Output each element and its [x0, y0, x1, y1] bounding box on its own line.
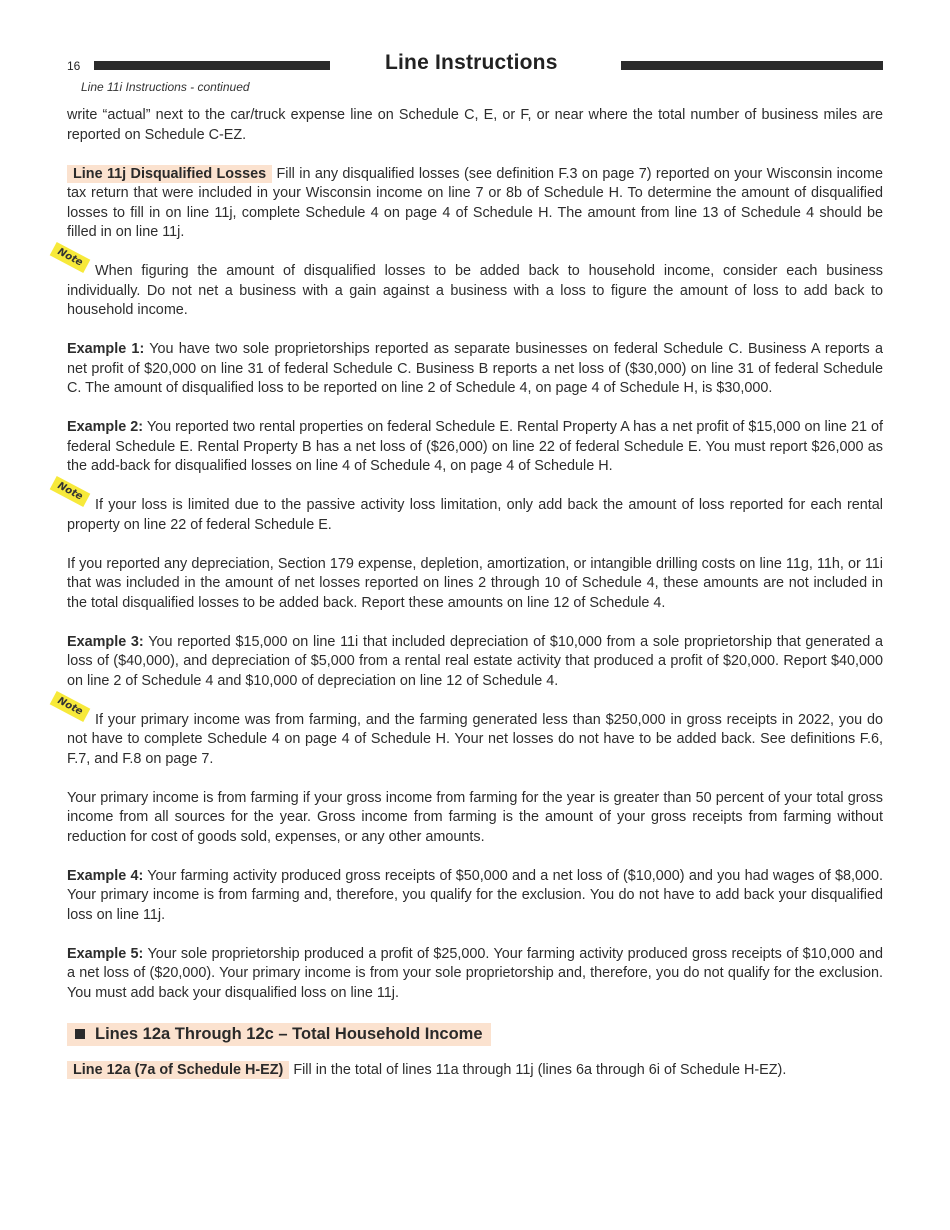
header-rule-right — [621, 61, 883, 70]
example-3-paragraph — [67, 633, 883, 692]
section-heading-text: Lines 12a Through 12c – Total Household Income — [95, 1024, 483, 1043]
note-2-tag-icon: Note — [50, 476, 91, 507]
example-5-label: Example 5: — [67, 945, 144, 962]
example-2-text: You reported two rental properties on federal Schedule E. Rental Property A has a net profit of $15,000 on line 21 of federal Schedule E. Rental Property B has a net loss of ($26,000) on line 22 of federal Schedule E. You must report $26,000 as the add-back for disqualified losses on line 4 of Schedule 4, on page 4 of Schedule H. — [67, 419, 883, 474]
intro-paragraph: write “actual” next to the car/truck expense line on Schedule C, E, or F, or near where the total number of business miles are reported on Schedule C-EZ. — [67, 107, 883, 143]
example-5-paragraph — [67, 945, 883, 1004]
example-1-label: Example 1: — [67, 341, 145, 357]
instructions-body — [55, 106, 883, 1100]
note-1-paragraph — [55, 246, 883, 321]
note-3-tag-icon: Note — [50, 690, 91, 721]
example-2-label: Example 2: — [67, 419, 144, 435]
example-4-text: Your farming activity produced gross receipts of $50,000 and a net loss of ($10,000) and you had wages of $8,000. Your primary income is from farming and, therefore, you qualify for the exclusion. You do not have to add back your disqualified loss on line 11j. — [67, 867, 883, 923]
depreciation-paragraph: If you reported any depreciation, Section 179 expense, depletion, amortization, or intangible drilling costs on line 11g, 11h, or 11i that was included in the amount of net losses reported on lines 2 through 10 of Schedule 4, these amounts are not included in the total disqualified losses to be added back. Report these amounts on line 12 of Schedule 4. — [67, 555, 883, 611]
note-2-paragraph — [55, 480, 883, 535]
page-number: 16 — [67, 59, 81, 73]
example-3-label: Example 3: — [67, 633, 144, 650]
example-2-paragraph — [67, 418, 883, 477]
note-2-text: If your loss is limited due to the passive activity loss limitation, only add back the amount of loss reported for each rental property on line 22 of federal Schedule E. — [67, 497, 883, 533]
page-title: Line Instructions — [385, 51, 558, 74]
page-header — [67, 50, 883, 80]
note-3-paragraph — [55, 694, 883, 770]
example-4-label: Example 4: — [67, 867, 144, 884]
example-3-text: You reported $15,000 on line 11i that included depreciation of $10,000 from a sole proprietorship that generated a loss of ($40,000), and depreciation of $5,000 from a rental real estate activity that produced a profit of $20,000. Report $40,000 on line 2 of Schedule 4 and $10,000 of depreciation on line 12 of Schedule 4. — [67, 633, 883, 689]
line12a-text: Fill in the total of lines 11a through 11j (lines 6a through 6i of Schedule H-EZ). — [293, 1062, 787, 1078]
line11j-heading: Line 11j Disqualified Losses — [67, 165, 272, 183]
line12a-paragraph — [67, 1061, 883, 1081]
example-5-text: Your sole proprietorship produced a profit of $25,000. Your farming activity produced gross receipts of $10,000 and a net loss of ($20,000). Your primary income is from your sole proprietorship and, therefore, you do not qualify for the exclusion. You must add back your disqualified loss on line 11j. — [67, 945, 883, 1001]
note-1-tag-icon: Note — [50, 242, 91, 273]
example-4-paragraph — [67, 867, 883, 926]
header-rule-left — [94, 61, 330, 70]
note-1-text: When figuring the amount of disqualified losses to be added back to household income, consider each business individually. Do not net a business with a gain against a business with a loss to figure the amount of loss to add back to household income. — [67, 263, 883, 318]
line12a-heading: Line 12a (7a of Schedule H-EZ) — [67, 1061, 289, 1079]
example-1-text: You have two sole proprietorships reported as separate businesses on federal Schedule C. Business A reports a net profit of $20,000 on line 31 of federal Schedule C. Business B reports a net loss of ($30,000) on line 31 of federal Schedule C. The amount of disqualified loss to be reported on line 2 of Schedule 4, on page 4 of Schedule H, is $30,000. — [67, 341, 883, 396]
note-3-text: If your primary income was from farming, and the farming generated less than $250,000 in gross receipts in 2022, you do not have to complete Schedule 4 on page 4 of Schedule H. Your net losses do not have to be added back. See definitions F.6, F.7, and F.8 on page 7. — [67, 711, 883, 767]
line11j-text: Fill in any disqualified losses (see definition F.3 on page 7) reported on your Wisconsin income tax return that were included in your Wisconsin income on line 7 or 8b of Schedule H. To determine the amount of disqualified losses to fill in on line 11j, complete Schedule 4 on page 4 of Schedule H. The amount from line 13 of Schedule 4 should be filled in on line 11j. — [67, 165, 883, 240]
example-1-paragraph — [67, 340, 883, 399]
farming-paragraph: Your primary income is from farming if your gross income from farming for the year is greater than 50 percent of your total gross income from all sources for the year. Gross income from farming is the amount of your gross receipts from farming without reduction for cost of goods sold, expenses, or any other amounts. — [67, 789, 883, 845]
continued-subtitle: Line 11i Instructions - continued — [81, 80, 250, 94]
section-heading — [67, 1023, 491, 1047]
square-bullet-icon — [75, 1029, 85, 1039]
line11j-paragraph — [67, 165, 883, 243]
